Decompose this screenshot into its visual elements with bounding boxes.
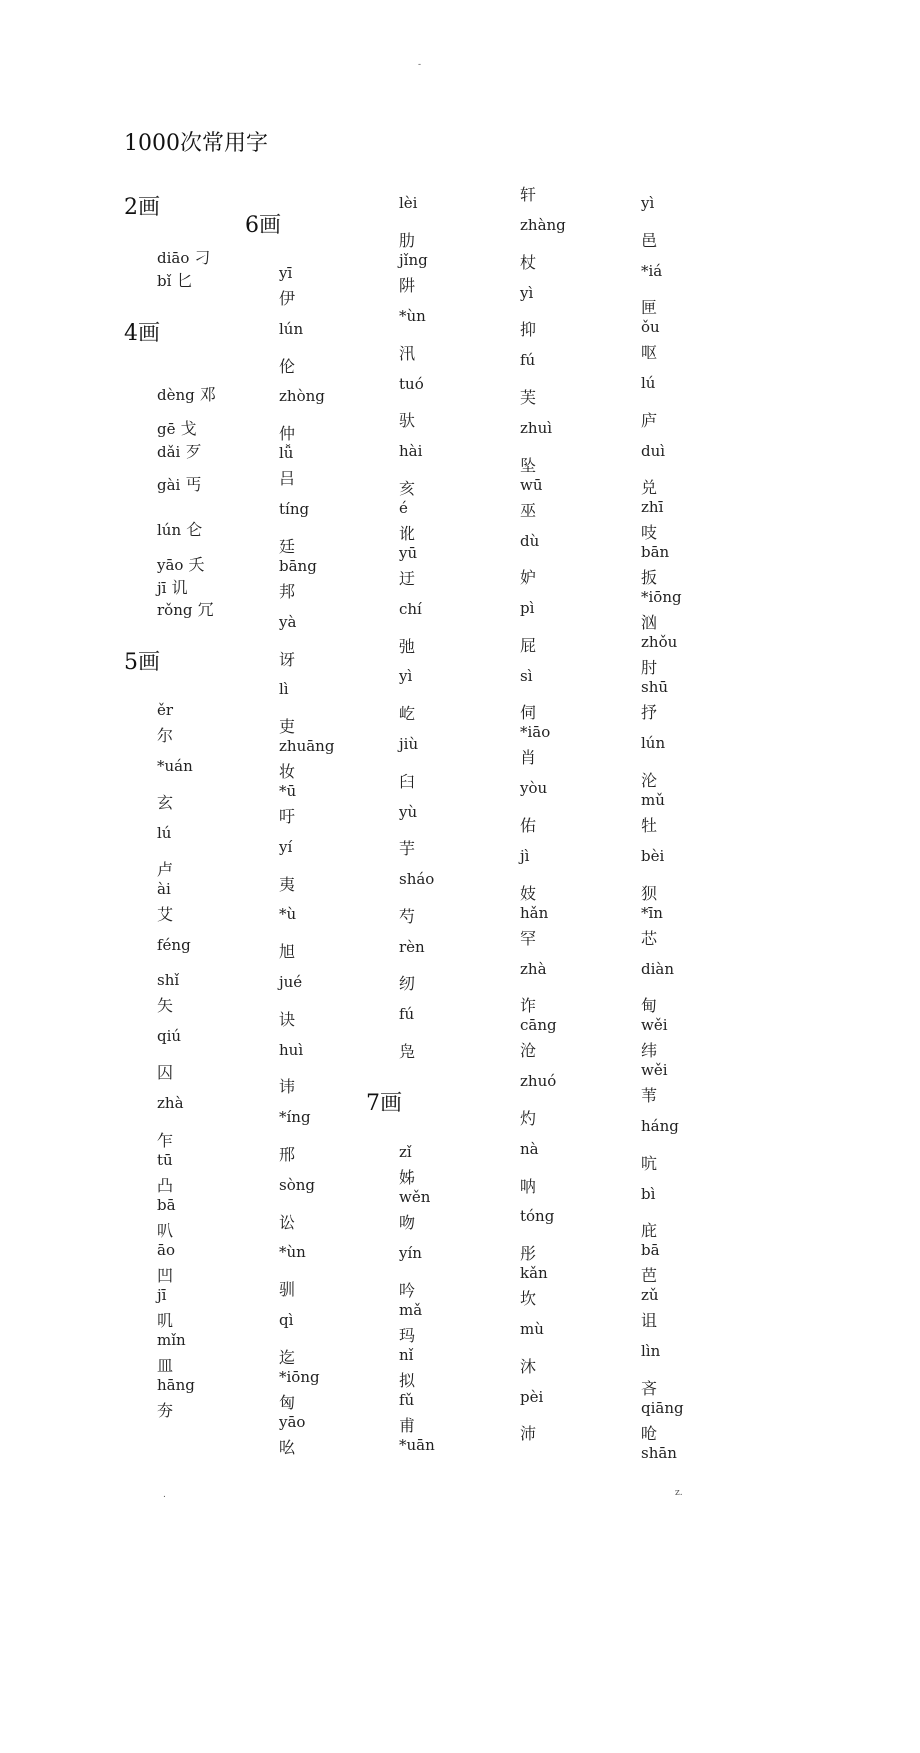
hanzi: 仲 bbox=[279, 424, 296, 443]
hanzi: 沧 bbox=[520, 1041, 537, 1060]
pinyin: *uān bbox=[399, 1436, 435, 1454]
hanzi: 芭 bbox=[641, 1266, 658, 1285]
hanzi: 沦 bbox=[641, 771, 658, 790]
pinyin: zhǒu bbox=[641, 633, 678, 651]
hanzi: 臼 bbox=[399, 772, 416, 791]
pinyin: zhuāng bbox=[279, 737, 335, 755]
hanzi: 叽 bbox=[157, 1311, 174, 1330]
hanzi: 扳 bbox=[641, 568, 658, 587]
hanzi: 兑 bbox=[641, 478, 658, 497]
pinyin: bǐ bbox=[157, 272, 172, 290]
hanzi: 讶 bbox=[279, 650, 296, 669]
hanzi: 吏 bbox=[279, 717, 296, 736]
pinyin: mǔ bbox=[641, 791, 665, 809]
pinyin: tuó bbox=[399, 375, 424, 393]
hanzi: 杖 bbox=[520, 253, 537, 272]
pinyin: mǎ bbox=[399, 1301, 423, 1319]
hanzi: 纬 bbox=[641, 1041, 658, 1060]
pinyin: ǒu bbox=[641, 318, 660, 336]
hanzi: 伺 bbox=[520, 703, 537, 722]
pinyin: gē bbox=[157, 420, 176, 438]
page-title: 1000次常用字 bbox=[124, 131, 268, 156]
hanzi: 姊 bbox=[399, 1168, 416, 1187]
hanzi: 丐 bbox=[185, 475, 202, 494]
hanzi: 弛 bbox=[399, 637, 416, 656]
hanzi: 邦 bbox=[279, 582, 296, 601]
pinyin: háng bbox=[641, 1117, 679, 1135]
hanzi: 肋 bbox=[399, 231, 416, 250]
heading-5-strokes: 5画 bbox=[124, 650, 160, 675]
pinyin: lú bbox=[157, 824, 172, 842]
hanzi: 牡 bbox=[641, 816, 658, 835]
hanzi: 驮 bbox=[399, 411, 416, 430]
hanzi: 屹 bbox=[399, 704, 416, 723]
hanzi: 吟 bbox=[399, 1281, 416, 1300]
pinyin: lǚ bbox=[279, 444, 294, 462]
hanzi: 邢 bbox=[279, 1145, 296, 1164]
pinyin: zǔ bbox=[641, 1286, 659, 1304]
list-item bbox=[157, 416, 197, 439]
hanzi: 凹 bbox=[157, 1266, 174, 1285]
pinyin: diàn bbox=[641, 960, 675, 978]
list-item bbox=[157, 439, 201, 462]
pinyin: qiāng bbox=[641, 1399, 684, 1417]
pinyin: bāng bbox=[279, 557, 317, 575]
pinyin: hāng bbox=[157, 1376, 195, 1394]
pinyin: dǎi bbox=[157, 443, 181, 461]
hanzi: 皿 bbox=[157, 1356, 174, 1375]
pinyin: féng bbox=[157, 936, 191, 954]
hanzi: 歹 bbox=[185, 442, 202, 461]
pinyin: hǎn bbox=[520, 904, 549, 922]
pinyin: *īn bbox=[641, 904, 663, 922]
hanzi: 肖 bbox=[520, 748, 537, 767]
hanzi: 彤 bbox=[520, 1244, 537, 1263]
pinyin: ěr bbox=[157, 701, 174, 719]
pinyin: yí bbox=[279, 838, 293, 856]
pinyin: duì bbox=[641, 442, 666, 460]
pinyin: dù bbox=[520, 532, 540, 550]
pinyin: bā bbox=[157, 1196, 176, 1214]
pinyin: lèi bbox=[399, 194, 418, 212]
hanzi: 呐 bbox=[520, 1177, 537, 1196]
pinyin: yì bbox=[641, 194, 655, 212]
list-item bbox=[157, 245, 210, 268]
pinyin: jiù bbox=[399, 735, 419, 753]
pinyin: tíng bbox=[279, 500, 310, 518]
pinyin: āo bbox=[157, 1241, 175, 1259]
pinyin: mǐn bbox=[157, 1331, 186, 1349]
pinyin: lún bbox=[279, 320, 304, 338]
hanzi: 凸 bbox=[157, 1176, 174, 1195]
hanzi: 沛 bbox=[520, 1424, 537, 1443]
pinyin: sháo bbox=[399, 870, 435, 888]
pinyin: cāng bbox=[520, 1016, 557, 1034]
pinyin: kǎn bbox=[520, 1264, 548, 1282]
list-item bbox=[157, 575, 188, 598]
pinyin: *iāo bbox=[520, 723, 551, 741]
pinyin: lún bbox=[641, 734, 666, 752]
pinyin: zhàng bbox=[520, 216, 566, 234]
hanzi: 坎 bbox=[520, 1289, 537, 1308]
hanzi: 妒 bbox=[520, 568, 537, 587]
hanzi: 讳 bbox=[279, 1077, 296, 1096]
pinyin: yāo bbox=[279, 1413, 306, 1431]
pinyin: yī bbox=[279, 264, 293, 282]
footer-left-mark: . bbox=[163, 1490, 166, 1500]
heading-2-strokes: 2画 bbox=[124, 195, 160, 220]
hanzi: 抑 bbox=[520, 320, 537, 339]
hanzi: 巫 bbox=[520, 501, 537, 520]
pinyin: zhà bbox=[520, 960, 547, 978]
hanzi: 庐 bbox=[641, 411, 658, 430]
pinyin: pèi bbox=[520, 1388, 544, 1406]
pinyin: fú bbox=[520, 351, 536, 369]
hanzi: 芯 bbox=[641, 929, 658, 948]
pinyin: *iá bbox=[641, 262, 663, 280]
pinyin: wěi bbox=[641, 1016, 668, 1034]
pinyin: nǐ bbox=[399, 1346, 414, 1364]
hanzi: 肘 bbox=[641, 658, 658, 677]
hanzi: 邓 bbox=[199, 385, 216, 404]
heading-6-strokes: 6画 bbox=[245, 213, 281, 238]
hanzi: 呛 bbox=[641, 1424, 658, 1443]
pinyin: zhuó bbox=[520, 1072, 557, 1090]
hanzi: 汛 bbox=[399, 344, 416, 363]
pinyin: dèng bbox=[157, 386, 195, 404]
pinyin: lìn bbox=[641, 1342, 661, 1360]
hanzi: 讥 bbox=[171, 578, 188, 597]
pinyin: yín bbox=[399, 1244, 422, 1262]
pinyin: jī bbox=[157, 1286, 167, 1304]
hanzi: 吝 bbox=[641, 1379, 658, 1398]
hanzi: 玄 bbox=[157, 793, 174, 812]
pinyin: *íng bbox=[279, 1108, 311, 1126]
pinyin: bān bbox=[641, 543, 670, 561]
pinyin: sòng bbox=[279, 1176, 315, 1194]
hanzi: 佑 bbox=[520, 816, 537, 835]
pinyin: nà bbox=[520, 1140, 539, 1158]
pinyin: qiú bbox=[157, 1027, 182, 1045]
pinyin: shū bbox=[641, 678, 669, 696]
hanzi: 吭 bbox=[641, 1154, 658, 1173]
hanzi: 吕 bbox=[279, 469, 296, 488]
hanzi: 玛 bbox=[399, 1326, 416, 1345]
pinyin: yà bbox=[279, 613, 297, 631]
hanzi: 仑 bbox=[186, 520, 203, 539]
pinyin: yù bbox=[399, 803, 418, 821]
hanzi: 诈 bbox=[520, 996, 537, 1015]
pinyin: lún bbox=[157, 521, 182, 539]
hanzi: 灼 bbox=[520, 1109, 537, 1128]
pinyin: shǐ bbox=[157, 971, 180, 989]
hanzi: 艾 bbox=[157, 905, 174, 924]
pinyin: jǐng bbox=[399, 251, 428, 269]
pinyin: chí bbox=[399, 600, 422, 618]
hanzi: 匣 bbox=[641, 298, 658, 317]
hanzi: 亥 bbox=[399, 479, 416, 498]
pinyin: *ùn bbox=[279, 1243, 306, 1261]
hanzi: 妓 bbox=[520, 884, 537, 903]
pinyin: yū bbox=[399, 544, 418, 562]
pinyin: *ù bbox=[279, 905, 297, 923]
hanzi: 凫 bbox=[399, 1042, 416, 1061]
pinyin: yì bbox=[520, 284, 534, 302]
pinyin: wěi bbox=[641, 1061, 668, 1079]
pinyin: *ùn bbox=[399, 307, 426, 325]
hanzi: 吆 bbox=[279, 1438, 296, 1457]
hanzi: 叭 bbox=[157, 1221, 174, 1240]
pinyin: yāo bbox=[157, 556, 184, 574]
pinyin: ài bbox=[157, 880, 171, 898]
pinyin: mù bbox=[520, 1320, 544, 1338]
pinyin: jì bbox=[520, 847, 530, 865]
list-item bbox=[157, 382, 216, 405]
pinyin: yì bbox=[399, 667, 413, 685]
hanzi: 甸 bbox=[641, 996, 658, 1015]
pinyin: zhī bbox=[641, 498, 664, 516]
hanzi: 戈 bbox=[180, 419, 197, 438]
pinyin: jué bbox=[279, 973, 303, 991]
pinyin: *iōng bbox=[279, 1368, 320, 1386]
pinyin: rǒng bbox=[157, 601, 193, 619]
hanzi: 乍 bbox=[157, 1131, 174, 1150]
pinyin: lì bbox=[279, 680, 289, 698]
top-mark: - bbox=[418, 60, 422, 70]
pinyin: pì bbox=[520, 599, 535, 617]
hanzi: 吁 bbox=[279, 807, 296, 826]
hanzi: 伦 bbox=[279, 357, 296, 376]
pinyin: *ū bbox=[279, 782, 297, 800]
pinyin: gài bbox=[157, 476, 181, 494]
hanzi: 甫 bbox=[399, 1416, 416, 1435]
hanzi: 冗 bbox=[197, 600, 214, 619]
pinyin: é bbox=[399, 499, 408, 517]
hanzi: 苇 bbox=[641, 1086, 658, 1105]
pinyin: zhòng bbox=[279, 387, 325, 405]
pinyin: sì bbox=[520, 667, 533, 685]
hanzi: 拟 bbox=[399, 1371, 416, 1390]
pinyin: *iōng bbox=[641, 588, 682, 606]
hanzi: 匕 bbox=[176, 271, 193, 290]
pinyin: qì bbox=[279, 1311, 294, 1329]
list-item bbox=[157, 597, 214, 620]
hanzi: 讼 bbox=[279, 1213, 296, 1232]
hanzi: 匈 bbox=[279, 1393, 296, 1412]
hanzi: 抒 bbox=[641, 703, 658, 722]
list-item bbox=[157, 268, 193, 291]
hanzi: 尔 bbox=[157, 726, 174, 745]
pinyin: rèn bbox=[399, 938, 425, 956]
hanzi: 驯 bbox=[279, 1280, 296, 1299]
pinyin: bā bbox=[641, 1241, 660, 1259]
footer-right-mark: z. bbox=[675, 1488, 683, 1498]
list-item bbox=[157, 472, 201, 495]
pinyin: zhà bbox=[157, 1094, 184, 1112]
hanzi: 旭 bbox=[279, 942, 296, 961]
heading-7-strokes: 7画 bbox=[366, 1091, 402, 1116]
hanzi: 诅 bbox=[641, 1311, 658, 1330]
hanzi: 迄 bbox=[279, 1348, 296, 1367]
hanzi: 讹 bbox=[399, 524, 416, 543]
hanzi: 诀 bbox=[279, 1010, 296, 1029]
hanzi: 芍 bbox=[399, 907, 416, 926]
pinyin: zǐ bbox=[399, 1143, 412, 1161]
pinyin: yòu bbox=[520, 779, 548, 797]
hanzi: 轩 bbox=[520, 185, 537, 204]
hanzi: 汹 bbox=[641, 613, 658, 632]
hanzi: 廷 bbox=[279, 537, 296, 556]
hanzi: 矢 bbox=[157, 996, 174, 1015]
hanzi: 夭 bbox=[188, 555, 205, 574]
pinyin: wěn bbox=[399, 1188, 431, 1206]
hanzi: 夯 bbox=[157, 1401, 174, 1420]
hanzi: 吻 bbox=[399, 1213, 416, 1232]
pinyin: fǔ bbox=[399, 1391, 415, 1409]
hanzi: 吱 bbox=[641, 523, 658, 542]
hanzi: 芙 bbox=[520, 388, 537, 407]
hanzi: 狈 bbox=[641, 884, 658, 903]
hanzi: 屁 bbox=[520, 636, 537, 655]
heading-4-strokes: 4画 bbox=[124, 321, 160, 346]
hanzi: 庇 bbox=[641, 1221, 658, 1240]
pinyin: bì bbox=[641, 1185, 656, 1203]
pinyin: hài bbox=[399, 442, 423, 460]
pinyin: diāo bbox=[157, 249, 190, 267]
hanzi: 沐 bbox=[520, 1357, 537, 1376]
hanzi: 夷 bbox=[279, 875, 296, 894]
hanzi: 纫 bbox=[399, 974, 416, 993]
pinyin: huì bbox=[279, 1041, 304, 1059]
hanzi: 刁 bbox=[194, 248, 211, 267]
pinyin: shān bbox=[641, 1444, 677, 1462]
pinyin: bèi bbox=[641, 847, 665, 865]
list-item bbox=[157, 552, 205, 575]
hanzi: 罕 bbox=[520, 929, 537, 948]
hanzi: 呕 bbox=[641, 343, 658, 362]
pinyin: fú bbox=[399, 1005, 415, 1023]
hanzi: 迂 bbox=[399, 569, 416, 588]
pinyin: tū bbox=[157, 1151, 173, 1169]
hanzi: 坠 bbox=[520, 456, 537, 475]
hanzi: 伊 bbox=[279, 289, 296, 308]
hanzi: 邑 bbox=[641, 231, 658, 250]
pinyin: lú bbox=[641, 374, 656, 392]
pinyin: zhuì bbox=[520, 419, 553, 437]
pinyin: jī bbox=[157, 579, 167, 597]
pinyin: tóng bbox=[520, 1207, 555, 1225]
hanzi: 阱 bbox=[399, 276, 416, 295]
pinyin: wū bbox=[520, 476, 543, 494]
hanzi: 芋 bbox=[399, 839, 416, 858]
hanzi: 妆 bbox=[279, 762, 296, 781]
hanzi: 囚 bbox=[157, 1063, 174, 1082]
list-item bbox=[157, 517, 202, 540]
hanzi: 卢 bbox=[157, 860, 174, 879]
pinyin: *uán bbox=[157, 757, 193, 775]
